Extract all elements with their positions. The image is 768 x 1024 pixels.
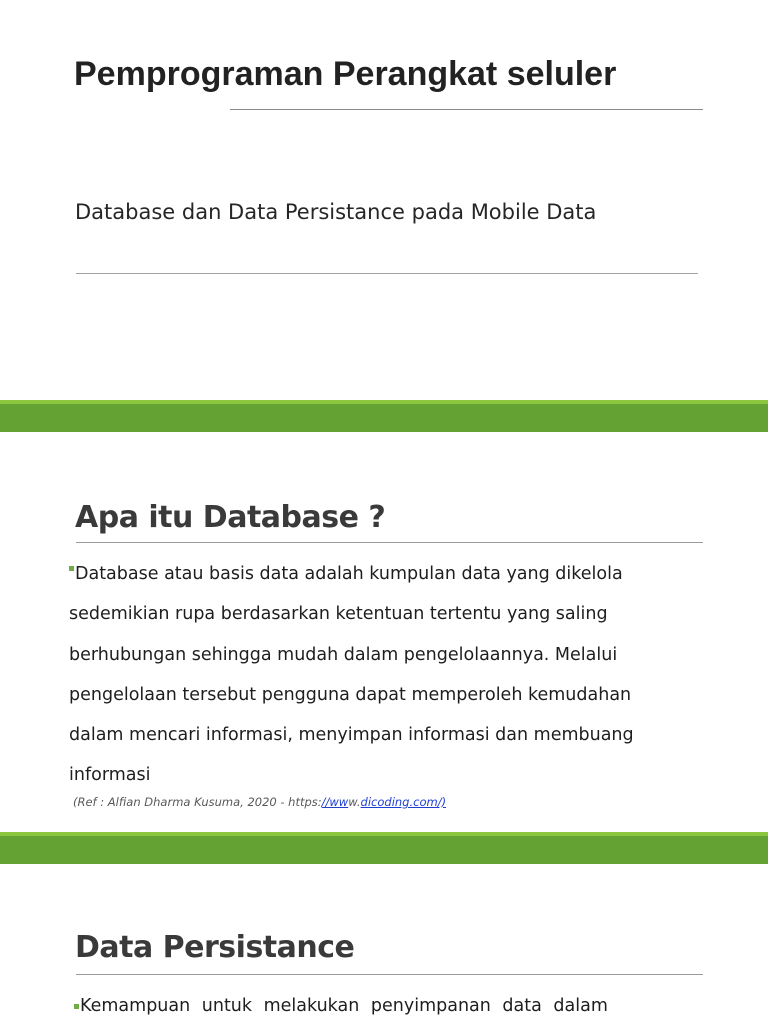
title-divider [230,109,703,110]
slide-subtitle: Database dan Data Persistance pada Mobile Data [75,200,597,224]
reference-citation [73,795,446,809]
reference-text: (Ref : Alfian Dharma Kusuma, 2020 - https: [73,795,322,809]
body-line: Database atau basis data adalah kumpulan data yang dikelola [69,554,689,594]
slide-heading: Data Persistance [75,930,355,965]
body-line: berhubungan sehingga mudah dalam pengelolaannya. Melalui [69,644,618,665]
slide-database [0,432,768,832]
reference-text: w. [348,795,361,809]
body-line: informasi [69,765,151,786]
slide-heading: Apa itu Database ? [75,500,386,535]
body-line: sedemikian rupa berdasarkan ketentuan tertentu yang saling [69,604,608,625]
bullet-icon [69,566,74,571]
subtitle-divider [76,273,698,274]
body-line: Kemampuan untuk melakukan penyimpanan data dalam [80,996,608,1016]
slide-separator [0,400,768,432]
body-line: pengelolaan tersebut pengguna dapat memperoleh kemudahan [69,684,632,705]
slide-data-persistance [0,864,768,1024]
body-paragraph [69,554,689,796]
heading-divider [76,542,703,543]
slide-separator [0,832,768,864]
heading-divider [76,974,703,975]
slide-title-heading: Pemprograman Perangkat seluler [74,55,617,93]
body-paragraph [74,992,694,1020]
reference-link[interactable]: dicoding.com/) [360,795,447,809]
bullet-icon [74,1004,79,1009]
reference-link[interactable]: //ww [321,795,349,809]
slide-title [0,0,768,400]
body-line: dalam mencari informasi, menyimpan informasi dan membuang [69,725,634,746]
